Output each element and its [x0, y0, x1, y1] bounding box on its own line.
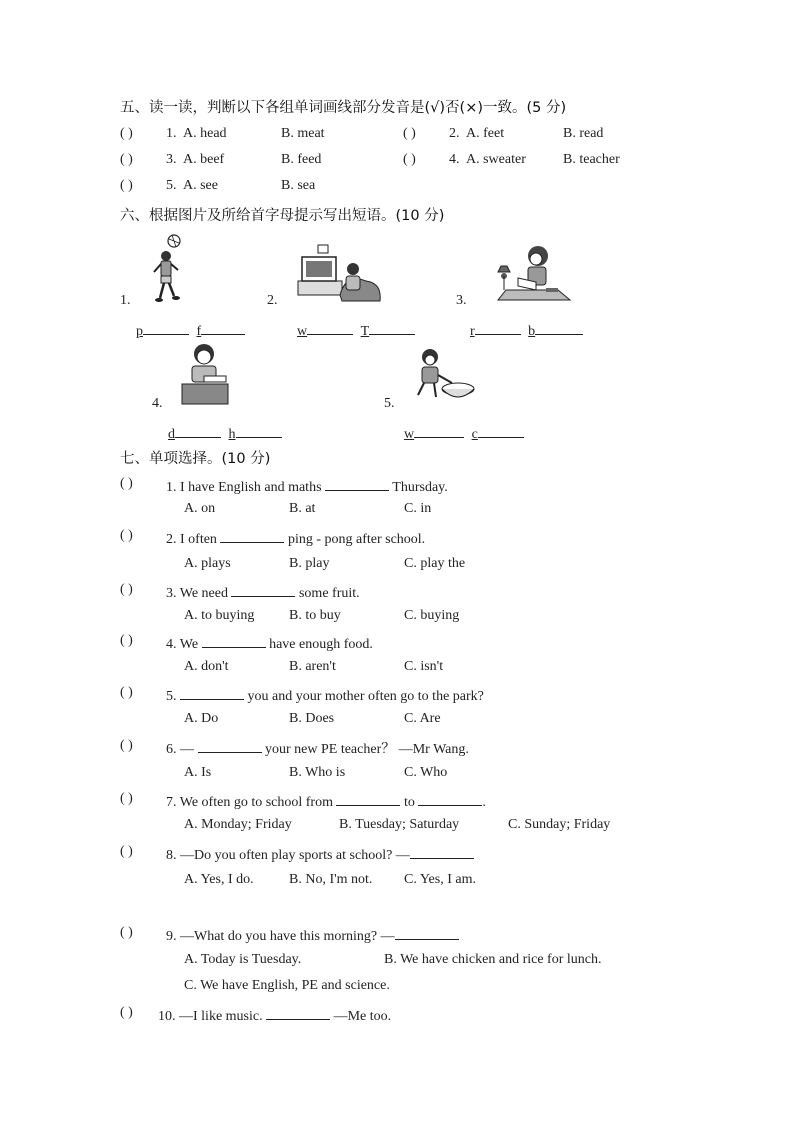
question-text: have enough food. — [269, 637, 373, 652]
first-letter: T — [360, 324, 370, 339]
answer-blank[interactable] — [143, 320, 189, 335]
option-b[interactable]: B. We have chicken and rice for lunch. — [384, 952, 602, 967]
answer-blank[interactable] — [410, 844, 474, 859]
boy-doing-homework-icon — [180, 340, 230, 406]
answer-blank[interactable] — [175, 423, 221, 438]
question-text: I often — [180, 532, 217, 547]
answer-blank[interactable] — [202, 633, 266, 648]
answer-blank[interactable] — [198, 738, 262, 753]
section-6-heading: 六、根据图片及所给首字母提示写出短语。(10 分) — [120, 208, 445, 224]
option-a: A. feet — [466, 126, 505, 141]
item-number: 4. — [449, 152, 460, 167]
option-b[interactable]: B. at — [289, 501, 316, 516]
answer-blank[interactable] — [307, 320, 353, 335]
answer-paren[interactable]: ( ) — [120, 476, 133, 491]
item-number: 1. — [166, 126, 177, 141]
answer-paren[interactable]: ( ) — [403, 152, 416, 167]
option-a[interactable]: A. don't — [184, 659, 229, 674]
option-a[interactable]: A. Do — [184, 711, 219, 726]
answer-blank[interactable] — [231, 582, 295, 597]
option-c[interactable]: C. buying — [404, 608, 460, 623]
answer-blank[interactable] — [201, 320, 245, 335]
option-b[interactable]: B. aren't — [289, 659, 336, 674]
answer-paren[interactable]: ( ) — [403, 126, 416, 141]
question-text: We often go to school from — [179, 795, 333, 810]
question-number: 5. — [166, 689, 177, 704]
question-text: . — [482, 795, 486, 810]
answer-paren[interactable]: ( ) — [120, 925, 133, 940]
first-letter: w — [404, 427, 415, 442]
option-a[interactable]: A. Today is Tuesday. — [184, 952, 302, 967]
option-c[interactable]: C. in — [404, 501, 432, 516]
option-b[interactable]: B. Who is — [289, 765, 346, 780]
question-number: 6. — [166, 742, 177, 757]
phrase-answer-5[interactable] — [404, 423, 524, 443]
girl-washing-clothes-icon — [408, 345, 476, 407]
section-5-heading: 五、读一读，判断以下各组单词画线部分发音是(√)否(×)一致。(5 分) — [120, 100, 567, 116]
question-text: Thursday. — [392, 480, 448, 495]
girl-reading-book-icon — [492, 242, 572, 304]
option-b[interactable]: B. to buy — [289, 608, 341, 623]
option-a: A. beef — [183, 152, 225, 167]
option-b: B. teacher — [563, 152, 620, 167]
first-letter: f — [196, 324, 202, 339]
item-number: 5. — [166, 178, 177, 193]
answer-paren[interactable]: ( ) — [120, 633, 133, 648]
option-c[interactable]: C. Are — [404, 711, 441, 726]
picture-number: 4. — [152, 396, 163, 411]
option-b[interactable]: B. Does — [289, 711, 335, 726]
option-a[interactable]: A. Is — [184, 765, 212, 780]
answer-blank[interactable] — [369, 320, 415, 335]
answer-blank[interactable] — [475, 320, 521, 335]
option-a[interactable]: A. plays — [184, 556, 231, 571]
question-text: you and your mother often go to the park? — [247, 689, 484, 704]
option-a[interactable]: A. on — [184, 501, 216, 516]
phrase-answer-1[interactable] — [136, 320, 245, 340]
answer-blank[interactable] — [236, 423, 282, 438]
first-letter: c — [471, 427, 478, 442]
first-letter: p — [136, 324, 143, 339]
question-number: 3. — [166, 586, 177, 601]
question-text: We need — [179, 586, 228, 601]
answer-blank[interactable] — [418, 791, 482, 806]
question-text: some fruit. — [298, 586, 360, 601]
answer-paren[interactable]: ( ) — [120, 1005, 133, 1020]
answer-paren[interactable]: ( ) — [120, 178, 133, 193]
option-a[interactable]: A. Monday; Friday — [184, 817, 292, 832]
option-b[interactable]: B. Tuesday; Saturday — [339, 817, 460, 832]
option-a[interactable]: A. Yes, I do. — [184, 872, 254, 887]
boy-playing-football-icon — [150, 232, 190, 307]
picture-number: 1. — [120, 293, 131, 308]
answer-blank[interactable] — [535, 320, 583, 335]
question-number: 9. — [166, 929, 177, 944]
answer-blank[interactable] — [336, 791, 400, 806]
question-text: your new PE teacher？ —Mr Wang. — [265, 742, 469, 757]
question-number: 10. — [158, 1009, 176, 1024]
answer-blank[interactable] — [414, 423, 464, 438]
answer-blank[interactable] — [325, 476, 389, 491]
option-b: B. feed — [281, 152, 322, 167]
option-a[interactable]: A. to buying — [184, 608, 255, 623]
question-number: 7. — [166, 795, 177, 810]
section-7-heading: 七、单项选择。(10 分) — [120, 451, 271, 467]
first-letter: d — [168, 427, 175, 442]
answer-blank[interactable] — [478, 423, 524, 438]
first-letter: w — [297, 324, 308, 339]
phrase-answer-4[interactable] — [168, 423, 282, 443]
picture-number: 3. — [456, 293, 467, 308]
question-text: to — [403, 795, 415, 810]
answer-paren[interactable]: ( ) — [120, 126, 133, 141]
phrase-answer-3[interactable] — [470, 320, 583, 340]
answer-paren[interactable]: ( ) — [120, 738, 133, 753]
phrase-answer-2[interactable] — [297, 320, 415, 340]
option-a: A. head — [183, 126, 227, 141]
option-a: A. sweater — [466, 152, 526, 167]
answer-blank[interactable] — [395, 925, 459, 940]
option-a: A. see — [183, 178, 218, 193]
first-letter: h — [228, 427, 236, 442]
question-number: 2. — [166, 532, 177, 547]
answer-paren[interactable]: ( ) — [120, 152, 133, 167]
option-c[interactable]: C. isn't — [404, 659, 444, 674]
first-letter: b — [528, 324, 536, 339]
question-text: —What do you have this morning? — — [180, 929, 395, 944]
option-b: B. read — [563, 126, 604, 141]
question-text: We — [179, 637, 199, 652]
item-number: 2. — [449, 126, 460, 141]
answer-paren[interactable]: ( ) — [120, 685, 133, 700]
option-c[interactable]: C. Sunday; Friday — [508, 817, 611, 832]
option-b[interactable]: B. No, I'm not. — [289, 872, 373, 887]
answer-paren[interactable]: ( ) — [120, 844, 133, 859]
question-text: — — [180, 742, 194, 757]
option-c[interactable]: C. play the — [404, 556, 466, 571]
picture-number: 2. — [267, 293, 278, 308]
answer-blank[interactable] — [220, 528, 284, 543]
question-number: 1. — [166, 480, 177, 495]
option-b[interactable]: B. play — [289, 556, 330, 571]
answer-paren[interactable]: ( ) — [120, 528, 133, 543]
question-text: —Me too. — [333, 1009, 392, 1024]
answer-blank[interactable] — [180, 685, 244, 700]
answer-blank[interactable] — [266, 1005, 330, 1020]
option-c[interactable]: C. We have English, PE and science. — [184, 978, 390, 993]
question-text: —Do you often play sports at school? — — [180, 848, 410, 863]
question-text: ping - pong after school. — [287, 532, 426, 547]
first-letter: r — [470, 324, 475, 339]
answer-paren[interactable]: ( ) — [120, 791, 133, 806]
man-watching-tv-icon — [296, 243, 382, 305]
question-text: I have English and maths — [180, 480, 322, 495]
question-text: —I like music. — [179, 1009, 263, 1024]
option-c[interactable]: C. Who — [404, 765, 448, 780]
picture-number: 5. — [384, 396, 395, 411]
option-c[interactable]: C. Yes, I am. — [404, 872, 476, 887]
item-number: 3. — [166, 152, 177, 167]
question-number: 4. — [166, 637, 177, 652]
answer-paren[interactable]: ( ) — [120, 582, 133, 597]
option-b: B. sea — [281, 178, 316, 193]
option-b: B. meat — [281, 126, 325, 141]
question-number: 8. — [166, 848, 177, 863]
